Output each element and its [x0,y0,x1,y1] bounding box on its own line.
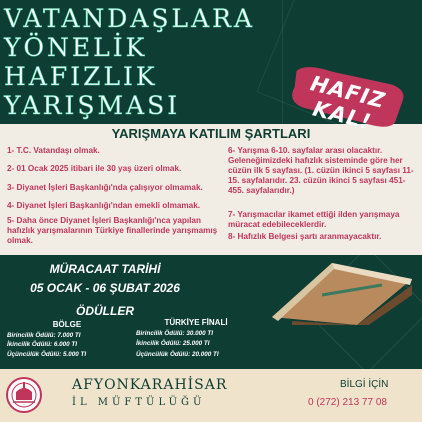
info-label: BİLGİ İÇİN [340,379,389,390]
condition-item: 7- Yarışmacılar ikamet ettiği ilden yarışmaya müracat edebileceklerdir. [228,210,400,229]
awards-title: ÖDÜLLER [76,304,134,318]
condition-item: 3- Diyanet İşleri Başkanlığı'nda çalışıyor olmamak. [7,183,203,192]
prize-row: Birincilik Ödülü: 30.000 TI [136,330,213,337]
mufti-office-logo [5,372,43,418]
condition-item: 6- Yarışma 6-10. sayfalar arası olacaktır. Geleneğimizdeki hafızlık sisteminde göre her cüzün ilk 5 sayfası. (1. cüzün ikinci 5 sayfası 11-15. sayfalarıdır. 23. cüzün ikinci 5 sayfası 451-455. sayfalarıdır.) [228,146,414,195]
title-line-4: YARIŞMASI [4,91,181,120]
quran-book-image [262,255,422,325]
prize-row: İkincilik Ödülü: 6.000 TI [7,341,77,348]
national-final-prizes [136,318,256,360]
title-line-3: HAFIZLIK [4,62,158,91]
regional-prizes-title: BÖLGE [52,320,82,329]
badge-text: HAFIZ KAL! [308,71,388,135]
regional-prizes [7,320,127,360]
contact-phone[interactable]: 0 (272) 213 77 08 [308,397,387,408]
condition-item: 8- Hafızlık Belgesi şartı aranmayacaktır. [228,232,382,241]
prize-row: Üçüncülük Ödülü: 5.000 TI [7,351,87,358]
prize-row: Birincilik Ödülü: 7.000 TI [7,332,81,339]
prize-row: İkincilik Ödülü: 25.000 TI [136,340,210,347]
prize-row: Üçüncülük Ödülü: 20.000 TI [136,351,219,358]
national-final-title: TÜRKİYE FİNALİ [164,318,228,327]
conditions-left-column [7,146,219,246]
condition-item: 4- Diyanet İşleri Başkanlığı'ndan emekli olmamak. [7,201,201,210]
condition-item: 2- 01 Ocak 2025 itibari ile 30 yaş üzeri olmak. [7,164,182,173]
application-date-range: 05 OCAK - 06 ŞUBAT 2026 [30,281,180,295]
organization-subtitle: İL MÜFTÜLÜĞÜ [72,397,206,408]
condition-item: 1- T.C. Vatandaşı olmak. [7,146,100,155]
organization-name: AFYONKARAHİSAR [72,377,228,393]
conditions-title: YARIŞMAYA KATILIM ŞARTLARI [111,126,311,141]
title-line-1: VATANDAŞLARA [4,4,256,33]
title-line-2: YÖNELİK [4,33,148,62]
condition-item: 5- Daha önce Diyanet İşleri Başkanlığı'nca yapılan hafızlık yarışmalarının Türkiye finallerinde yarışmamış olmak. [7,216,218,245]
conditions-right-column [228,146,416,246]
application-date-title: MÜRACAAT TARİHİ [49,262,161,276]
